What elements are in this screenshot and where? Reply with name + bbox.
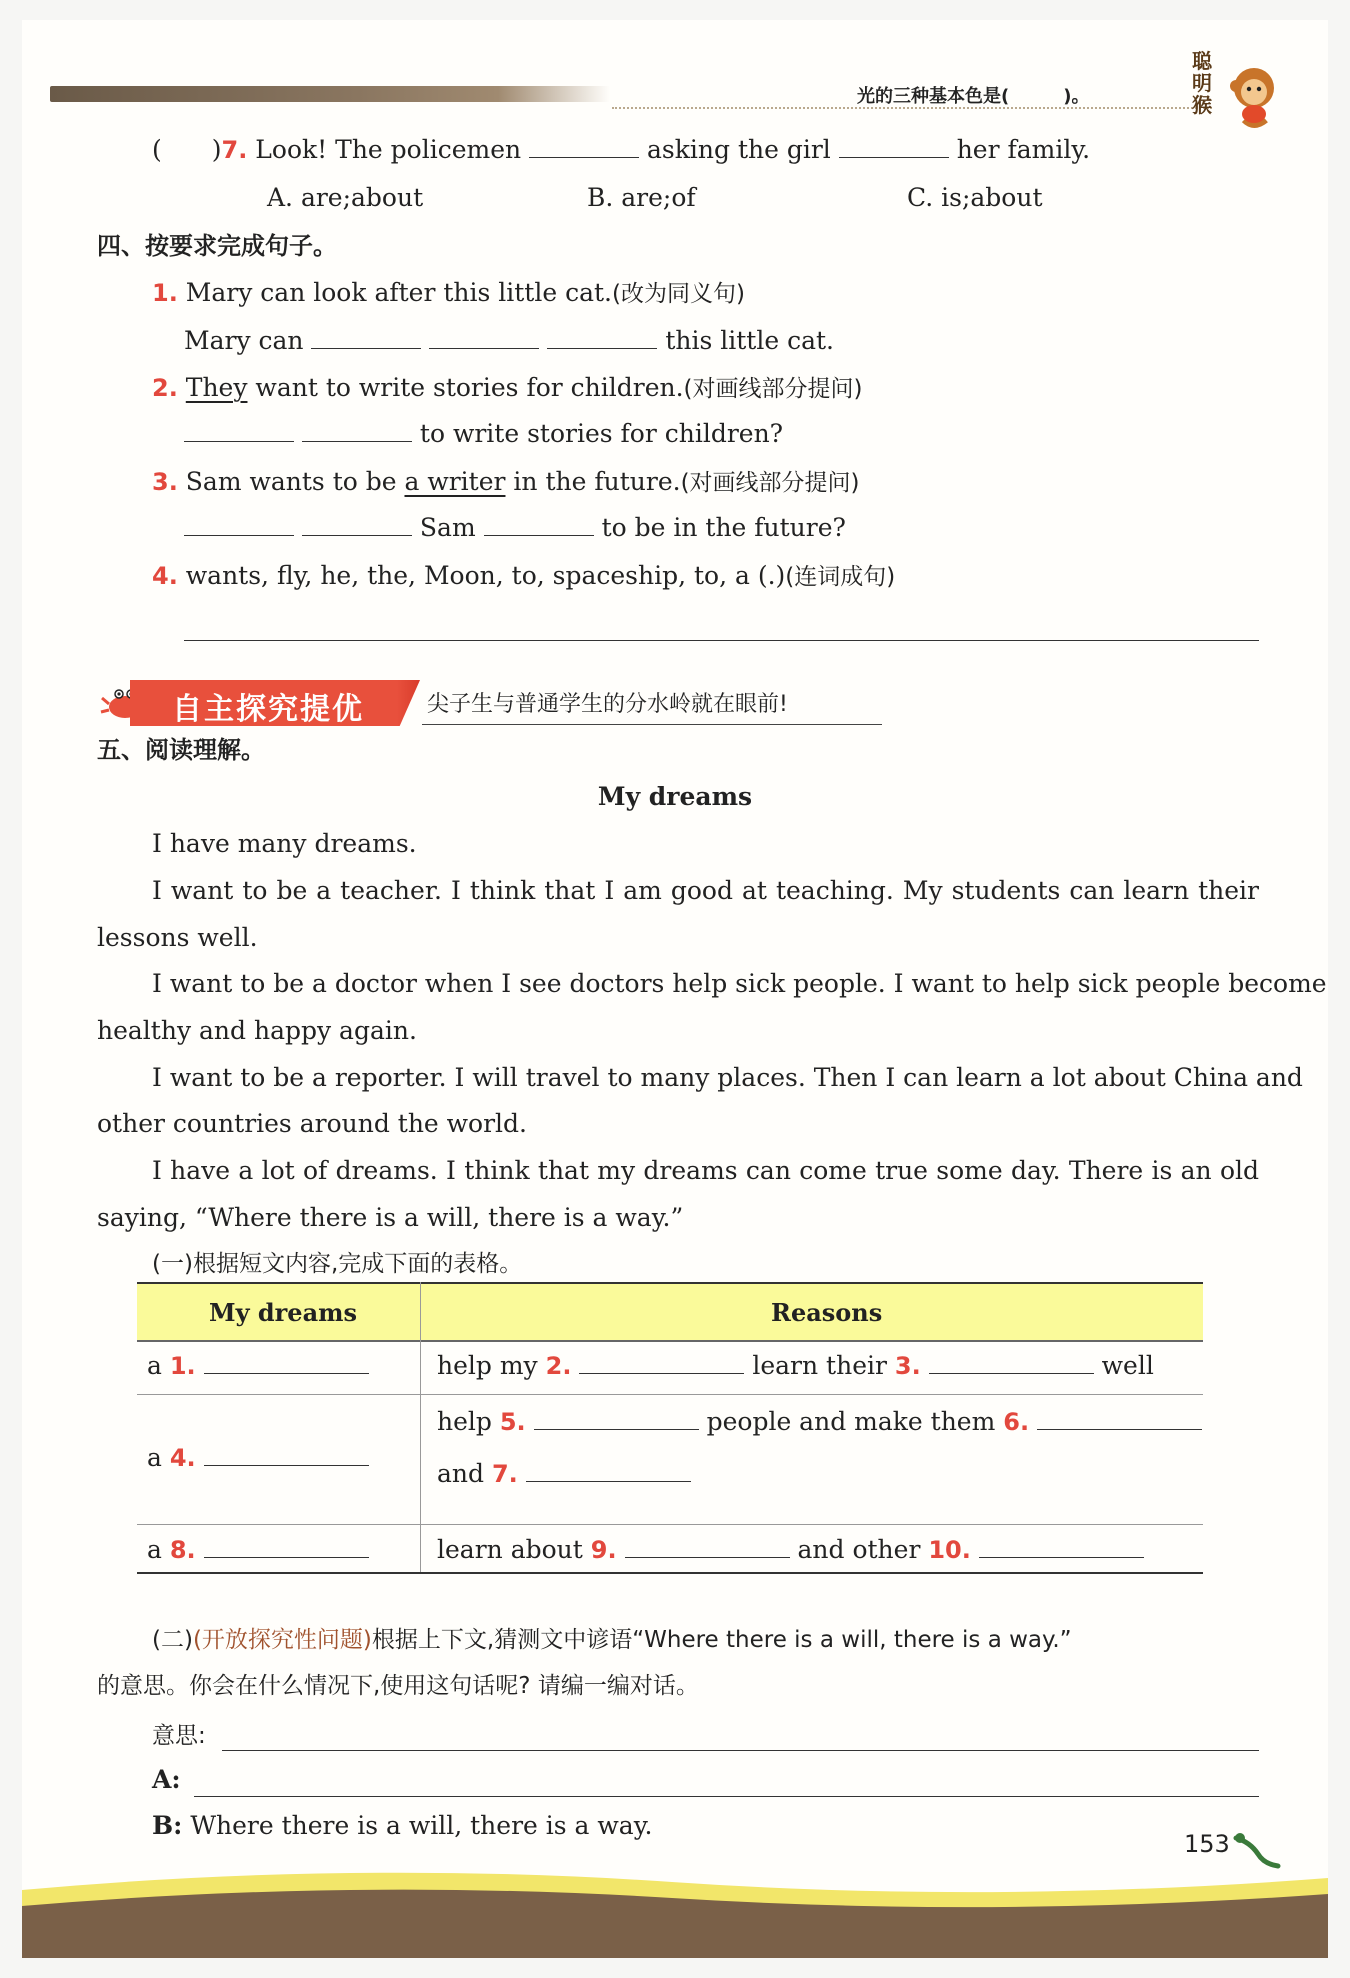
answer-text: to be in the future? [601,513,846,542]
table-row-1-reason [437,1350,1154,1382]
table-row-2-reason [437,1406,1202,1438]
blank-number: 2. [545,1352,572,1380]
s4-answer-3 [184,512,846,544]
blank[interactable] [184,419,294,442]
table-row-2-dream [147,1442,369,1474]
reason-text: and other [797,1535,921,1564]
reason-text: learn about [437,1535,583,1564]
s4-item-1 [152,277,745,310]
answer-text: to write stories for children? [419,419,784,448]
blank[interactable] [302,513,412,536]
task-text: 根据上下文,猜测文中谚语“Where there is a will, there is a way.” [371,1627,1072,1653]
blank-number: 5. [499,1408,526,1436]
item-number: 2. [152,374,178,402]
q7-text-2: asking the girl [647,135,831,164]
q7-line [152,134,1090,166]
item-text: Sam wants to be [185,467,405,496]
mascot-label: 聪明猴 [1192,49,1212,117]
s4-answer-2 [184,418,783,450]
reason-text: and [437,1459,485,1488]
item-note: (对画线部分提问) [680,470,860,496]
header-question: 光的三种基本色是( )。 [857,86,1090,107]
s4-item-4 [152,560,895,593]
item-note: (连词成句) [785,564,896,590]
banner-subtitle: 尖子生与普通学生的分水岭就在眼前! [427,692,788,717]
table-row-3-reason [437,1534,1144,1566]
column-divider [420,1282,421,1574]
blank[interactable] [929,1351,1094,1374]
item-number: 3. [152,468,178,496]
answer-text: this little cat. [665,326,834,355]
reason-text: learn their [752,1351,887,1380]
table-row-2-reason-cont [437,1458,691,1490]
table-bottom-rule [137,1572,1203,1574]
dialogue-a-line[interactable] [194,1796,1259,1797]
speaker-a-label: A: [152,1765,181,1794]
blank[interactable] [625,1535,790,1558]
blank-number: 10. [928,1536,971,1564]
blank-number: 8. [169,1536,196,1564]
answer-text: Mary can [184,326,304,355]
q7-text-1: Look! The policemen [255,135,522,164]
item-text: Mary can look after this little cat. [185,278,612,307]
item-text: wants, fly, he, the, Moon, to, spaceship, to, a (.) [185,561,786,590]
dialogue-b [152,1810,652,1842]
blank-number: 3. [894,1352,921,1380]
blank[interactable] [311,326,421,349]
q7-text-3: her family. [956,135,1091,164]
table-row-3-dream [147,1534,369,1566]
article: a [147,1443,162,1472]
task-2-instruction [152,1623,1072,1656]
item-note: (对画线部分提问) [683,376,863,402]
answer-text: Sam [419,513,476,542]
option-b: B. are;of [587,183,696,212]
blank[interactable] [1037,1407,1202,1430]
textbook-page [22,20,1328,1958]
passage-line: healthy and happy again. [97,1016,417,1045]
question-number: 7. [221,136,248,164]
blank[interactable] [526,1459,691,1482]
passage-line: I want to be a reporter. I will travel to many places. Then I can learn a lot about China and [152,1063,1303,1092]
header-my-dreams: My dreams [209,1298,358,1327]
item-number: 1. [152,279,178,307]
blank[interactable] [184,513,294,536]
blank[interactable] [204,1535,369,1558]
answer-line[interactable] [184,640,1259,641]
task-1-instruction: (一)根据短文内容,完成下面的表格。 [152,1251,523,1277]
article: a [147,1535,162,1564]
passage-line: I want to be a teacher. I think that I am good at teaching. My students can learn their [152,876,1259,905]
task-2-instruction-cont: 的意思。你会在什么情况下,使用这句话呢? 请编一编对话。 [97,1673,699,1699]
section-5-title: 五、阅读理解。 [97,736,265,764]
option-c: C. is;about [907,183,1043,212]
speaker-b-label: B: [152,1811,183,1840]
passage-line: I have a lot of dreams. I think that my dreams can come true some day. There is an old [152,1156,1259,1185]
reason-text: help my [437,1351,538,1380]
blank-number: 7. [491,1460,518,1488]
passage-title: My dreams [597,782,753,811]
blank[interactable] [204,1351,369,1374]
s4-answer-1 [184,325,834,357]
blank[interactable] [529,135,639,158]
blank[interactable] [534,1407,699,1430]
article: a [147,1351,162,1380]
reason-text: well [1101,1351,1154,1380]
passage-line: saying, “Where there is a will, there is a way.” [97,1203,684,1232]
task-prefix: (二) [152,1627,193,1653]
item-text: want to write stories for children. [247,373,684,402]
item-note: (改为同义句) [612,281,745,307]
meaning-answer-line[interactable] [222,1750,1259,1751]
blank-number: 9. [590,1536,617,1564]
blank[interactable] [979,1535,1144,1558]
passage-line: other countries around the world. [97,1109,528,1138]
blank[interactable] [204,1443,369,1466]
blank[interactable] [484,513,594,536]
header-reasons: Reasons [771,1298,883,1327]
blank[interactable] [839,135,949,158]
blank[interactable] [429,326,539,349]
row-divider [137,1524,1203,1525]
reason-text: help [437,1407,492,1436]
s4-item-2 [152,372,863,405]
s4-item-3 [152,466,860,499]
underlined-phrase: a writer [404,467,506,496]
row-divider [137,1394,1203,1395]
underlined-word: They [185,373,248,402]
section-4-title: 四、按要求完成句子。 [97,232,337,260]
item-text: in the future. [505,467,681,496]
passage-line: I have many dreams. [152,829,417,858]
page-number: 153 [1184,1830,1230,1858]
item-number: 4. [152,562,178,590]
blank-number: 1. [169,1352,196,1380]
header-bar [50,86,610,102]
blank-number: 6. [1003,1408,1030,1436]
dialogue-b-text: Where there is a will, there is a way. [190,1811,653,1840]
passage-line: lessons well. [97,923,258,952]
table-row-1-dream [147,1350,369,1382]
blank[interactable] [547,326,657,349]
table-header [137,1282,1203,1342]
banner-title: 自主探究提优 [172,692,364,727]
blank[interactable] [579,1351,744,1374]
blank[interactable] [302,419,412,442]
reason-text: people and make them [706,1407,996,1436]
footer-wave-decoration [22,1860,1328,1958]
open-question-tag: (开放探究性问题) [192,1627,372,1653]
blank-number: 4. [169,1444,196,1472]
option-a: A. are;about [267,183,424,212]
passage-line: I want to be a doctor when I see doctors help sick people. I want to help sick people become [152,969,1327,998]
meaning-label: 意思: [152,1723,206,1749]
banner-underline [422,724,882,725]
answer-paren[interactable]: ( ) [152,135,222,164]
